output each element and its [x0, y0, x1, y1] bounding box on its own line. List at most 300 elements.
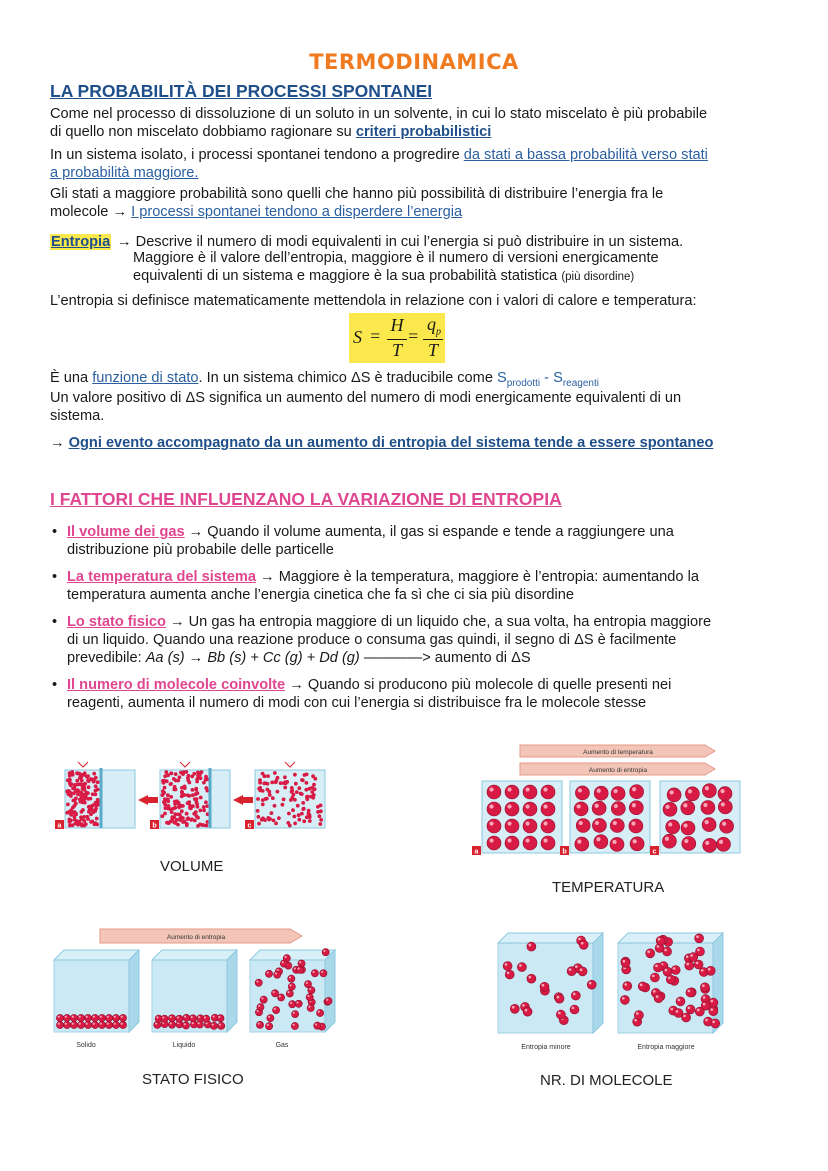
gas-particle — [69, 808, 73, 812]
text-span: → Quando si producono più molecole di quelle presenti nei — [285, 677, 672, 693]
molecule-highlight — [528, 976, 531, 979]
paragraph-7 — [50, 434, 760, 452]
molecule — [587, 980, 596, 989]
gas-particle — [194, 810, 198, 814]
molecule-highlight — [522, 1004, 525, 1007]
molecule — [654, 994, 663, 1003]
molecule — [280, 960, 287, 967]
molecule-highlight — [507, 804, 511, 808]
molecule — [56, 1021, 63, 1028]
molecule — [306, 994, 313, 1001]
molecule — [676, 997, 685, 1006]
text-line: sistema. — [50, 408, 105, 424]
molecule-highlight — [557, 996, 560, 999]
gas-particle — [180, 809, 184, 813]
molecule — [278, 994, 285, 1001]
disperdere-link: I processi spontanei tendono a disperdere l’energia — [131, 204, 463, 220]
paragraph-4: L’entropia si definisce matematicamente mettendola in relazione con i valori di calore e temperatura: — [50, 293, 697, 309]
molecule-highlight — [613, 821, 617, 825]
molecule — [541, 836, 555, 850]
text-line — [50, 203, 760, 221]
gas-particle — [96, 780, 100, 784]
molecule — [266, 1023, 273, 1030]
molecule-highlight — [580, 968, 583, 971]
molecule — [217, 1015, 224, 1022]
molecule-highlight — [326, 999, 328, 1001]
gas-particle — [300, 792, 304, 796]
text-line: distribuzione più probabile delle particelle — [67, 542, 334, 558]
molecule — [621, 958, 630, 967]
gas-particle — [173, 800, 177, 804]
gas-particle — [292, 815, 296, 819]
molecule — [555, 994, 564, 1003]
molecule — [505, 802, 519, 816]
molecule-highlight — [597, 789, 601, 793]
molecule — [540, 982, 549, 991]
text-span: prevedibile: — [67, 650, 146, 666]
gas-particle — [81, 787, 85, 791]
molecule — [686, 1005, 695, 1014]
molecule — [638, 982, 647, 991]
molecule-highlight — [219, 1024, 221, 1026]
entropia-term — [50, 233, 111, 251]
gas-particle — [263, 818, 267, 822]
molecule — [505, 785, 519, 799]
molecule — [487, 836, 501, 850]
molecule — [260, 996, 267, 1003]
list-item-molecole — [67, 676, 767, 712]
text-line — [133, 267, 773, 286]
gas-particle — [319, 804, 323, 808]
molecule-highlight — [558, 1012, 561, 1015]
pressure-arrow — [78, 762, 88, 767]
text-line — [50, 146, 760, 164]
molecule-highlight — [107, 1023, 109, 1025]
gas-particle — [192, 772, 196, 776]
container-top — [498, 933, 603, 943]
gas-particle — [94, 776, 98, 780]
text-line: Gli stati a maggiore probabilità sono quelli che hanno più possibilità di distribuire l’energia fra le — [50, 186, 664, 202]
gas-particle — [89, 797, 93, 801]
figure-label-text: a — [57, 822, 62, 830]
gas-particle — [261, 798, 265, 802]
molecule-highlight — [658, 938, 661, 941]
container-side — [713, 933, 723, 1033]
gas-particle — [257, 815, 261, 819]
molecule — [718, 800, 732, 814]
molecule-highlight — [676, 1010, 679, 1013]
molecule-highlight — [198, 1022, 200, 1024]
molecule-highlight — [100, 1023, 102, 1025]
molecole-caption: NR. DI MOLECOLE — [540, 1072, 673, 1089]
gas-particle — [92, 780, 96, 784]
gas-particle — [73, 810, 77, 814]
molecule-highlight — [705, 820, 709, 824]
molecule — [610, 819, 624, 833]
molecule — [527, 974, 536, 983]
molecule-highlight — [543, 821, 547, 825]
molecule — [84, 1014, 91, 1021]
molecule-highlight — [640, 983, 643, 986]
molecule — [574, 802, 588, 816]
formula-eq2: = — [407, 326, 420, 346]
bullet-label: Il volume dei gas — [67, 524, 185, 540]
molecule — [487, 819, 501, 833]
gas-particle — [283, 786, 287, 790]
gas-particle — [74, 802, 78, 806]
gas-particle — [304, 788, 308, 792]
molecule-highlight — [297, 968, 299, 970]
molecule — [720, 819, 734, 833]
gas-particle — [305, 781, 309, 785]
molecule — [98, 1014, 105, 1021]
molecule — [702, 784, 716, 798]
molecule — [517, 963, 526, 972]
molecule — [650, 973, 659, 982]
molecule — [706, 966, 715, 975]
list-item-stato-fisico — [67, 613, 767, 667]
molecule-highlight — [656, 995, 659, 998]
molecule — [646, 949, 655, 958]
molecule — [629, 819, 643, 833]
text-span: - S — [540, 370, 563, 386]
page-title: TERMODINAMICA — [309, 50, 519, 74]
container-side — [325, 950, 335, 1032]
gas-particle — [282, 798, 286, 802]
molecule-highlight — [489, 838, 493, 842]
molecule — [63, 1021, 70, 1028]
gas-particle — [163, 812, 167, 816]
gas-particle — [307, 812, 311, 816]
paragraph-1 — [50, 105, 760, 141]
molecule-highlight — [505, 963, 508, 966]
molecule — [320, 970, 327, 977]
molecule-highlight — [719, 840, 723, 844]
molecule-highlight — [703, 996, 706, 999]
gas-particle — [312, 783, 316, 787]
gas-particle — [318, 822, 322, 826]
gas-particle — [81, 808, 85, 812]
gas-particle — [76, 788, 80, 792]
process-arrow — [138, 795, 158, 805]
gas-particle — [91, 803, 95, 807]
molecule-highlight — [289, 976, 291, 978]
molecule — [182, 1022, 189, 1029]
molecule — [610, 837, 624, 851]
molecule-highlight — [258, 1005, 260, 1007]
molecule — [700, 983, 709, 992]
molecule — [265, 970, 272, 977]
gas-particle — [162, 791, 166, 795]
molecule-highlight — [632, 787, 636, 791]
molecule-highlight — [722, 822, 726, 826]
molecule-highlight — [579, 821, 583, 825]
gas-particle — [76, 793, 80, 797]
formula-num2 — [423, 315, 445, 342]
gas-particle — [187, 800, 191, 804]
molecule-highlight — [710, 1000, 713, 1003]
molecule-highlight — [572, 1007, 575, 1010]
molecule — [541, 785, 555, 799]
molecule — [70, 1014, 77, 1021]
molecule-highlight — [712, 1020, 715, 1023]
gas-particle — [165, 821, 169, 825]
molecule-highlight — [93, 1016, 95, 1018]
volume-figure — [55, 762, 340, 837]
figure-label-text: c — [652, 848, 657, 856]
molecule-highlight — [525, 838, 529, 842]
section-heading-fattori: I FATTORI CHE INFLUENZANO LA VARIAZIONE DI ENTROPIA — [50, 489, 562, 509]
gas-particle — [279, 781, 283, 785]
gas-particle — [81, 794, 85, 798]
molecule-highlight — [256, 980, 258, 982]
temperatura-figure — [470, 743, 750, 858]
gas-particle — [293, 822, 297, 826]
gas-particle — [295, 790, 299, 794]
molecule-highlight — [525, 804, 529, 808]
gas-particle — [176, 823, 180, 827]
gas-particle — [313, 777, 317, 781]
molecule-highlight — [284, 956, 286, 958]
molecule — [579, 940, 588, 949]
molecule-highlight — [697, 1009, 700, 1012]
molecule-highlight — [306, 982, 308, 984]
entropia-definition-cont — [133, 249, 773, 286]
text-line: Un valore positivo di ΔS significa un aumento del numero di modi energicamente equivalenti di un — [50, 390, 682, 406]
gas-particle — [92, 810, 96, 814]
gas-particle — [256, 797, 260, 801]
molecule — [694, 960, 703, 969]
molecule-highlight — [489, 821, 493, 825]
molecule — [289, 1001, 296, 1008]
gas-particle — [172, 788, 176, 792]
text-line: di un liquido. Quando una reazione produce o consuma gas quindi, il segno di ΔS è facilmente — [67, 632, 677, 648]
gas-particle — [196, 771, 200, 775]
molecule-highlight — [65, 1023, 67, 1025]
molecule — [267, 1015, 274, 1022]
molecule-highlight — [58, 1016, 60, 1018]
gas-particle — [193, 819, 197, 823]
gas-particle — [181, 816, 185, 820]
molecule — [112, 1021, 119, 1028]
molecule — [56, 1014, 63, 1021]
text-line: Maggiore è il valore dell’entropia, maggiore è il numero di versioni energicamente — [133, 250, 659, 266]
molecule-highlight — [525, 787, 529, 791]
gas-particle — [288, 824, 292, 828]
molecule — [594, 786, 608, 800]
molecule — [119, 1021, 126, 1028]
molecule-highlight — [268, 1016, 270, 1018]
gas-particle — [270, 811, 274, 815]
gas-particle — [166, 773, 170, 777]
gas-particle — [297, 818, 301, 822]
gas-particle — [268, 793, 272, 797]
gas-particle — [308, 819, 312, 823]
molecule-highlight — [519, 964, 522, 967]
figure-label-text: b — [152, 822, 157, 830]
criteri-link: criteri probabilistici — [355, 124, 492, 140]
molecule-highlight — [318, 1011, 320, 1013]
molecule-highlight — [696, 962, 699, 965]
gas-particle — [296, 804, 300, 808]
gas-particle — [202, 823, 206, 827]
gas-particle — [276, 776, 280, 780]
molecule-highlight — [114, 1023, 116, 1025]
formula-den2: T — [427, 340, 438, 360]
molecule-highlight — [710, 1008, 713, 1011]
container-side — [129, 950, 139, 1032]
gas-particle — [319, 818, 323, 822]
molecule-highlight — [313, 971, 315, 973]
molecule-highlight — [212, 1024, 214, 1026]
gas-particle — [291, 808, 295, 812]
gas-particle — [297, 813, 301, 817]
gas-particle — [297, 786, 301, 790]
molecule — [703, 838, 717, 852]
molecule-highlight — [155, 1023, 157, 1025]
gas-particle — [202, 805, 206, 809]
molecule — [322, 949, 329, 956]
molecule — [189, 1015, 196, 1022]
molecule-highlight — [79, 1023, 81, 1025]
molecule-highlight — [489, 804, 493, 808]
molecule-highlight — [287, 991, 289, 993]
molecule-highlight — [290, 1002, 292, 1004]
gas-particle — [313, 787, 317, 791]
pressure-arrow — [285, 762, 295, 767]
gas-particle — [68, 824, 72, 828]
gas-particle — [180, 794, 184, 798]
gas-particle — [160, 814, 164, 818]
gas-particle — [198, 823, 202, 827]
molecule — [257, 1004, 264, 1011]
molecule — [98, 1021, 105, 1028]
molecule — [718, 787, 732, 801]
disordine-note: (più disordine) — [561, 271, 635, 283]
gas-particle — [274, 822, 278, 826]
gas-particle — [195, 814, 199, 818]
gas-particle — [80, 779, 84, 783]
molecule — [304, 981, 311, 988]
molecule-highlight — [614, 804, 618, 808]
molecule — [695, 934, 704, 943]
gas-particle — [263, 774, 267, 778]
gas-particle — [85, 815, 89, 819]
gas-particle — [80, 817, 84, 821]
molecule — [663, 967, 672, 976]
molecule-highlight — [293, 1012, 295, 1014]
gas-particle — [170, 815, 174, 819]
gas-particle — [161, 779, 165, 783]
molecule-highlight — [683, 1015, 686, 1018]
molecule — [307, 1004, 314, 1011]
paragraph-2 — [50, 146, 760, 182]
gas-particle — [71, 787, 75, 791]
molecule — [523, 819, 537, 833]
gas-particle — [191, 788, 195, 792]
gas-particle — [273, 804, 277, 808]
molecule-highlight — [696, 935, 699, 938]
gas-particle — [294, 782, 298, 786]
molecule — [105, 1021, 112, 1028]
molecule — [119, 1014, 126, 1021]
molecule — [91, 1014, 98, 1021]
molecule-highlight — [573, 993, 576, 996]
molecule-highlight — [528, 944, 531, 947]
molecule — [685, 961, 694, 970]
molecule-highlight — [512, 1006, 515, 1009]
bullet-dot: • — [52, 614, 58, 630]
molecule-highlight — [107, 1016, 109, 1018]
molecule — [556, 1010, 565, 1019]
molecule-highlight — [670, 790, 674, 794]
gas-particle — [292, 793, 296, 797]
molecule — [105, 1014, 112, 1021]
molecule-highlight — [267, 971, 269, 973]
molecule — [701, 801, 715, 815]
gas-particle — [169, 820, 173, 824]
gas-particle — [177, 805, 181, 809]
molecule — [623, 982, 632, 991]
molecule-highlight — [93, 1023, 95, 1025]
molecule-highlight — [543, 787, 547, 791]
molecule — [505, 836, 519, 850]
molecule-highlight — [578, 788, 582, 792]
molecule — [681, 801, 695, 815]
molecule — [112, 1014, 119, 1021]
gas-particle — [263, 781, 267, 785]
gas-particle — [67, 789, 71, 793]
molecule — [578, 967, 587, 976]
text-line: a probabilità maggiore. — [50, 165, 199, 181]
molecule — [654, 963, 663, 972]
gas-particle — [166, 807, 170, 811]
molecule-highlight — [686, 955, 689, 958]
molecule — [91, 1021, 98, 1028]
bullet-dot: • — [52, 569, 58, 585]
molecule — [510, 1004, 519, 1013]
gas-particle — [92, 772, 96, 776]
molecule-highlight — [633, 839, 637, 843]
gas-particle — [182, 770, 186, 774]
text-line — [50, 123, 760, 141]
molecule-highlight — [688, 789, 692, 793]
molecule-highlight — [664, 949, 667, 952]
molecule-highlight — [703, 803, 707, 807]
molecule-highlight — [198, 1016, 200, 1018]
molecule-highlight — [309, 988, 311, 990]
molecule-highlight — [705, 841, 709, 845]
molecule-highlight — [622, 997, 625, 1000]
gas-particle — [199, 796, 203, 800]
molecule-highlight — [100, 1016, 102, 1018]
molecule-highlight — [525, 1009, 528, 1012]
gas-particle — [76, 823, 80, 827]
molecule — [168, 1015, 175, 1022]
gas-particle — [277, 816, 281, 820]
molecule-highlight — [720, 789, 724, 793]
molecule-highlight — [192, 1022, 194, 1024]
gas-particle — [316, 810, 320, 814]
molecule-highlight — [653, 990, 656, 993]
gas-particle — [301, 807, 305, 811]
gas-particle — [191, 804, 195, 808]
entropy-label: Entropia minore — [521, 1044, 571, 1051]
gas-particle — [300, 778, 304, 782]
molecule-highlight — [296, 1001, 298, 1003]
molecule — [594, 835, 608, 849]
gas-particle — [293, 773, 297, 777]
